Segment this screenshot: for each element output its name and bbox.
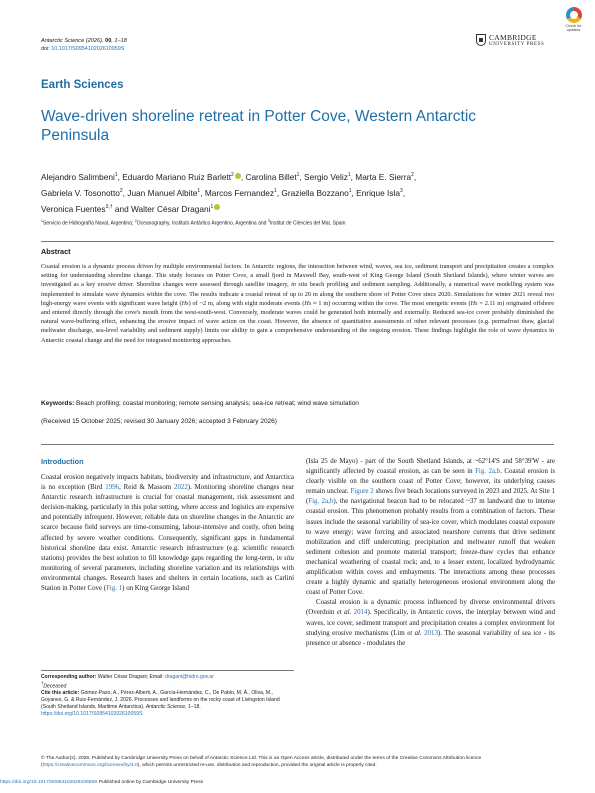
doi-link[interactable]: https://doi.org/10.1017/S095410202610059S: [41, 710, 143, 717]
abstract-italic: Hs: [181, 299, 189, 307]
publisher-logo: [476, 34, 544, 47]
author[interactable]: Marta E. Sierra: [355, 171, 412, 182]
italic-text: et al.: [336, 609, 352, 617]
author[interactable]: Veronica Fuentes: [41, 203, 106, 214]
author[interactable]: Sergio Veliz: [304, 171, 348, 182]
journal-volume: 00: [105, 38, 112, 44]
note-text: Gómez-Pazo, A., Pérez-Alberti, A., García-Hernández, C., De Pablo, M. Á., Oliva, M., Goyanes, G. & Ruiz-Fernández, J. 2026. Processes and landforms on the rocky coast of Livingston Island (South Shetland Islands, Maritime Antarctica).: [41, 690, 280, 710]
text: . Coastal erosion is clearly visible on the southern coast of Potter Cove; however, its underlying causes remain unclear.: [306, 468, 555, 496]
abstract-text: ) of ~2 m, along with eight moderate events (: [188, 299, 305, 307]
abstract-body: [41, 262, 554, 345]
author-sup: 3,†: [105, 203, 113, 210]
figure-link[interactable]: Figure 2: [350, 488, 374, 496]
note-sup: †: [41, 680, 44, 686]
note-text: Deceased: [43, 683, 67, 690]
author-sup: 2: [411, 172, 414, 178]
author[interactable]: Alejandro Salimbeni: [41, 171, 115, 182]
check-for-updates-badge[interactable]: [560, 7, 587, 40]
figure-link[interactable]: Fig. 1: [106, 585, 123, 593]
author[interactable]: Walter César Dragani: [131, 203, 211, 214]
author-sup: 1: [296, 172, 300, 178]
paragraph: [306, 457, 555, 598]
affiliation: Oceanography, Instituto Antártico Argentino, Argentina and: [136, 220, 268, 227]
author-sup: 1: [347, 172, 351, 178]
abstract-heading: Abstract: [41, 247, 71, 256]
received-dates: (Received 15 October 2025; revised 30 January 2026; accepted 3 February 2026): [41, 418, 277, 425]
italic-text: in situ: [276, 554, 294, 562]
author-sup: 1: [197, 187, 201, 194]
email-link[interactable]: dragani@hidro.gov.ar: [165, 674, 214, 680]
affil-sup: 2: [134, 219, 137, 223]
abstract-text: beach profiling and sediment sampling. Additionally, a numerical wave modelling system was implemented to simulate wave dynamics within the cove. The results indicate a coastal retreat of up to 20 m along the southern shore of Potter Cove since 2020. Simulations for winter 2021 reveal two high-energy wave events with significant wave height (: [41, 281, 554, 307]
body-column-left: [41, 473, 294, 594]
author-sup: 3: [399, 187, 403, 194]
abstract-italic: in situ: [291, 281, 308, 289]
abstract-text: ≈ 1 m) occurring within the cove. The most energetic events (: [311, 299, 471, 307]
author-line-1: Alejandro Salimbeni$^1$, Eduardo Mariano Ruiz Barlett$^2$ , Carolina Billet$^1$, Sergio Veliz$^1$, Marta E. Sierra$^2$,: [41, 171, 417, 182]
abstract-text: = 2.11 m) originated offshore and entered directly through the cove's mouth from the west-south-west. Conversely, moderate waves could be generated both internally and externally. Reduced sea-ice cover probably diminished the natural wave-buffering effect, enhancing the erosive impact of wave action on the coast. However, the absence of quantitative assessments of other relevant processes (e.g. permafrost thaw, glacial meltwater discharge, sea-level variability and sediment supply) limits our ability to gain a comprehensive understanding of the ongoing erosion. These findings highlight the role of wave dynamics in Antarctic coastal change and the need for integrated monitoring approaches.: [41, 299, 554, 344]
crossmark-icon: [566, 7, 582, 23]
abstract-text: Coastal erosion is a dynamic process driven by multiple environmental factors. In Antarctic regions, the interaction between wind, waves, sea ice, sediment transport and precipitation creates a complex setting for understanding shoreline change. This study focuses on Potter Cove, a small fjord in Maxwell Bay, south-west of King George Island (South Shetland Islands), where winter waves are investigated as a key erosive driver. Shoreline changes were assessed through satellite imagery,: [41, 263, 554, 289]
corresponding-author: [41, 674, 294, 681]
text: Coastal erosion is a dynamic process influenced by diverse environmental drivers (Overduin: [306, 599, 555, 617]
affil-sup: 1: [41, 219, 43, 223]
text: , Reid & Massom: [119, 484, 175, 492]
author[interactable]: Marcos Fernandez: [204, 187, 274, 198]
note-text: , 1–18.: [185, 703, 201, 710]
affiliation: Servicio de Hidrografía Naval, Argentina;: [43, 220, 135, 227]
author[interactable]: Gabriela V. Tosonotto: [41, 187, 120, 198]
doi-prefix: doi:: [41, 46, 52, 52]
copyright-text: ), which permits unrestricted re-use, distribution and reproduction, provided the original article is properly cited.: [137, 763, 377, 768]
footer-text: Published online by Cambridge University Press: [97, 780, 204, 785]
figure-link[interactable]: Fig. 2a,b: [475, 468, 501, 476]
crest-icon: [476, 34, 486, 46]
abstract-italic: Hs: [304, 299, 312, 307]
copyright-text: © The Author(s), 2026. Published by Cambridge University Press on behalf of Antarctic Science Ltd. This is an Open Access article, distributed under the terms of the Creative Commons Attribution licence (: [41, 756, 482, 768]
italic-text: et al.: [407, 629, 422, 637]
author-sup: 2: [231, 172, 234, 178]
text: ) on King George Island: [122, 585, 190, 593]
doi-link[interactable]: 10.1017/S095410202610059S: [51, 46, 125, 52]
paragraph: [306, 598, 555, 648]
section-label: Earth Sciences: [41, 79, 124, 91]
keywords-label: Keywords:: [41, 400, 75, 407]
cite-this-article: [41, 690, 294, 717]
note-label: Cite this article:: [41, 690, 80, 697]
author-sup: 1: [348, 187, 352, 194]
author[interactable]: Graziella Bozzano: [281, 187, 349, 198]
author-line-3: [41, 200, 561, 216]
publisher-subname: UNIVERSITY PRESS: [489, 41, 545, 47]
citation-link[interactable]: 2013: [421, 629, 438, 637]
publisher-name: CAMBRIDGE: [489, 33, 537, 42]
author-sup: 1: [114, 172, 118, 178]
affiliation: Institut de Ciències del Mar, Spain: [269, 220, 346, 227]
text: (Isla 25 de Mayo) - part of the South Shetland Islands, at ~62°14'S and 58°39'W - are significantly affected by coastal erosion, as can be seen in: [306, 458, 555, 476]
citation-link[interactable]: 1996: [105, 484, 120, 492]
author-sup: 1: [274, 187, 277, 194]
orcid-icon[interactable]: [214, 204, 220, 210]
text: shows five beach locations surveyed in 2023 and 2025. At Site 1 (: [306, 488, 555, 506]
author[interactable]: Juan Manuel Albite: [127, 187, 198, 198]
author-joiner: and: [114, 203, 129, 214]
journal-year: (2026),: [85, 38, 104, 44]
footer-doi-link[interactable]: https://doi.org/10.1017/S095410202610059S: [0, 780, 98, 785]
text: Coastal erosion negatively impacts habitats, biodiversity and infrastructure, and Antarctica is no exception (Bird: [41, 474, 294, 492]
figure-link[interactable]: Fig. 2a,b: [308, 498, 334, 506]
orcid-icon[interactable]: [235, 173, 241, 179]
journal-citation: [41, 38, 127, 44]
divider: [41, 444, 554, 445]
text: ). The seasonal variability of sea ice - its presence or absence - modulates the: [306, 629, 555, 647]
author-line-2: Gabriela V. Tosonotto$^2$, Juan Manuel Albite$^1$, Marcos Fernandez$^1$, Graziella Bozzano$^1$, Enrique Isla$^3$,: [41, 187, 406, 198]
check-for-updates-label: Check for updates: [565, 24, 582, 33]
affil-sup: 3: [267, 219, 270, 223]
note-journal: Antarctic Science: [145, 703, 186, 710]
divider: [41, 241, 554, 242]
author[interactable]: Eduardo Mariano Ruiz Barlett: [122, 171, 232, 182]
article-doi: [41, 46, 124, 52]
journal-pages: , 1–18: [111, 38, 127, 44]
copyright-notice: [41, 755, 554, 769]
author[interactable]: Enrique Isla: [356, 187, 400, 198]
paragraph: [41, 473, 294, 594]
text: ). Specifically, in Antarctic coves, the interplay between wind and waves, ice cover, sediment transport and precipitation creates a complex environment for studying erosive mechanisms (Lim: [306, 609, 556, 637]
divider: [41, 670, 294, 671]
keywords-text: Beach profiling; coastal monitoring; remote sensing analysis; sea-ice retreat; wind wave simulation: [74, 400, 359, 407]
article-title: Wave-driven shoreline retreat in Potter Cove, Western Antarctic Peninsula: [41, 108, 477, 144]
journal-name: Antarctic Science: [41, 38, 85, 44]
author-sup: 1: [210, 203, 214, 210]
footer: [0, 780, 203, 785]
note-text: Walter César Dragani; Email:: [96, 674, 166, 680]
citation-link[interactable]: 2022: [174, 484, 188, 492]
note-label: Corresponding author:: [41, 674, 97, 680]
article-notes: [41, 670, 294, 717]
license-link[interactable]: https://creativecommons.org/licenses/by/4.0: [42, 763, 138, 768]
author-sup: 2: [119, 187, 123, 194]
author[interactable]: Carolina Billet: [245, 171, 297, 182]
body-column-right: [306, 457, 555, 649]
author-list: [41, 168, 561, 215]
introduction-heading: Introduction: [41, 457, 84, 466]
citation-link[interactable]: 2014: [351, 609, 368, 617]
deceased-note: [41, 681, 294, 690]
keywords: [41, 400, 554, 407]
text: monitoring of several parameters, including shoreline variation and its relationships with environmental changes. Research bases and shelters in certain locations, such as Carlini Station in Potter Cove (: [41, 564, 294, 593]
affiliations: [41, 219, 561, 227]
abstract-italic: Hs: [470, 299, 478, 307]
text: ). Monitoring shoreline changes near Antarctic research infrastructure is crucial for coastal management, risk assessment and decision-making, particularly in this polar setting, where access and logistics are expensive and potentially infrequent. However, reliable data on shoreline changes in the Antarctic are scarce because field surveys are time-consuming, labour-intensive and costly, often being affected by severe weather conditions. Consequently, significant gaps in fundamental historical shoreline data exist. Antarctic research infrastructure (e.g. scientific research stations) provides the best solution to fill knowledge gaps regarding the long-term,: [41, 484, 294, 562]
text: ), the navigational beacon had to be relocated ~37 m landward due to intense coastal erosion. This phenomenon probably results from a combination of factors. These issues include the seasonal variability of sea-ice cover, which modulates coastal exposure to wave energy; wave forcing and associated nearshore currents that drive sediment mobilization and cliff undercutting; precipitation and meltwater runoff that weaken sediment cohesion and promote material transport; freeze-thaw cycles that enhance mechanical weathering of coastal rock; and, to a lesser extent, localized hydrodynamic amplification within coves and embayments. The interactions among these processes create a highly dynamic and spatially heterogeneous erosional environment along the coast of Potter Cove.: [306, 498, 555, 597]
